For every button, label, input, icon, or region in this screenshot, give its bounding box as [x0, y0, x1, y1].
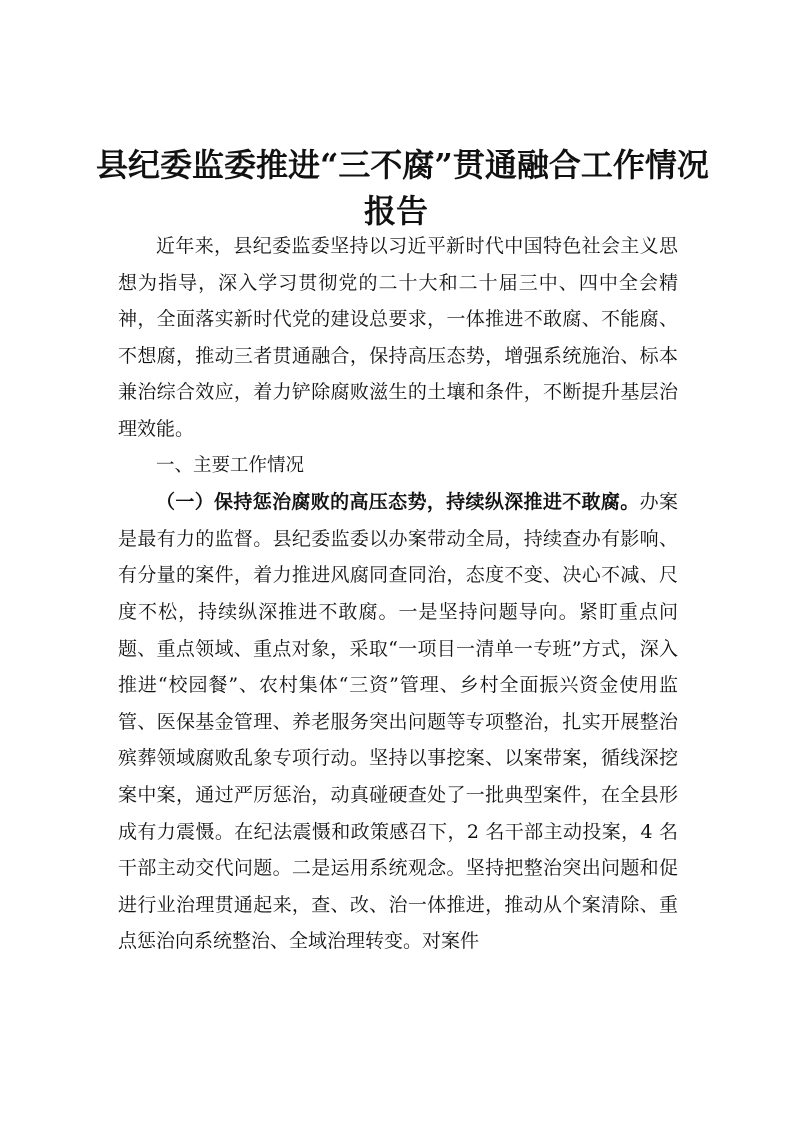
intro-paragraph: 近年来，县纪委监委坚持以习近平新时代中国特色社会主义思想为指导，深入学习贯彻党的二十大和二十届三中、四中全会精神，全面落实新时代党的建设总要求，一体推进不敢腐、不能腐、不想腐，推动三者贯通融合，保持高压态势，增强系统施治、标本兼治综合效应，着力铲除腐败滋生的土壤和条件，不断提升基层治理效能。 [118, 235, 678, 440]
subsection-1-paragraph [118, 484, 678, 960]
subsection-1-lead: （一）保持惩治腐败的高压态势，持续纵深推进不敢腐。 [156, 491, 640, 514]
document-title-line-1: 县纪委监委推进“三不腐”贯通融合工作情况 [96, 146, 709, 184]
section-heading-1: 一、主要工作情况 [156, 454, 305, 476]
subsection-1-body: 办案是最有力的监督。县纪委监委以办案带动全局，持续查办有影响、有分量的案件，着力推进风腐同查同治，态度不变、决心不减、尺度不松，持续纵深推进不敢腐。一是坚持问题导向。紧盯重点问题、重点领域、重点对象，采取“一项目一清单一专班”方式，深入推进“校园餐”、农村集体“三资”管理、乡村全面振兴资金使用监管、医保基金管理、养老服务突出问题等专项整治，扎实开展整治殡葬领域腐败乱象专项行动。坚持以事挖案、以案带案，循线深挖案中案，通过严厉惩治，动真碰硬查处了一批典型案件，在全县形成有力震慑。在纪法震慑和政策感召下，2 名干部主动投案，4 名干部主动交代问题。二是运用系统观念。坚持把整治突出问题和促进行业治理贯通起来，查、改、治一体推进，推动从个案清除、重点惩治向系统整治、全域治理转变。对案件 [118, 491, 678, 953]
document-body [118, 228, 678, 960]
document-title-line-2: 报告 [363, 192, 428, 230]
